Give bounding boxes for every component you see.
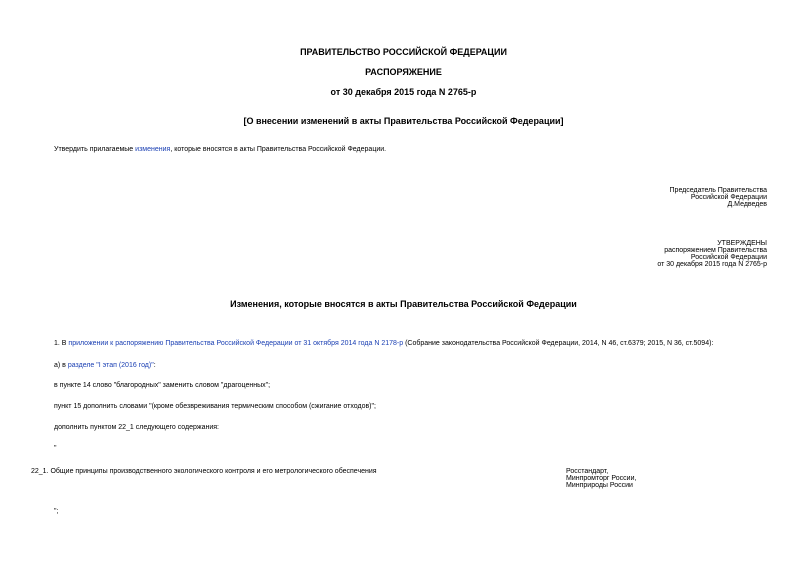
approval-line-3: Российской Федерации bbox=[690, 254, 767, 261]
document-date-number: от 30 декабря 2015 года N 2765-р bbox=[330, 87, 477, 97]
intro-paragraph bbox=[54, 146, 386, 153]
responsible-3: Минприроды России bbox=[566, 482, 633, 489]
signature-country: Российской Федерации bbox=[690, 194, 767, 201]
signature-name: Д.Медведев bbox=[727, 201, 767, 208]
item-1-prefix: 1. В bbox=[54, 340, 69, 347]
item-1-suffix: (Собрание законодательства Российской Федерации, 2014, N 46, ст.6379; 2015, N 36, ст.5094): bbox=[403, 340, 714, 347]
order-2178-link[interactable]: приложении к распоряжению Правительства Российской Федерации от 31 октября 2014 года N 2178-р bbox=[68, 340, 404, 347]
closing-quote: "; bbox=[54, 508, 59, 515]
responsible-2: Минпромторг России, bbox=[566, 475, 637, 482]
intro-text-before: Утвердить прилагаемые bbox=[54, 146, 136, 153]
section-stage-1-link[interactable]: разделе "I этап (2016 год)" bbox=[67, 362, 154, 369]
organization-title: ПРАВИТЕЛЬСТВО РОССИЙСКОЙ ФЕДЕРАЦИИ bbox=[300, 47, 507, 57]
approval-line-4: от 30 декабря 2015 года N 2765-р bbox=[657, 261, 767, 268]
document-type: РАСПОРЯЖЕНИЕ bbox=[365, 67, 442, 77]
signature-block bbox=[670, 187, 767, 208]
row-22-1-text: 22_1. Общие принципы производственного экологического контроля и его метрологического обеспечения bbox=[31, 468, 377, 475]
document-subject: [О внесении изменений в акты Правительства Российской Федерации] bbox=[243, 116, 564, 126]
sub-a-paragraph bbox=[54, 362, 156, 369]
row-22-1-responsible bbox=[566, 468, 636, 489]
paragraph-14: в пункте 14 слово "благородных" заменить словом "драгоценных"; bbox=[54, 382, 271, 389]
paragraph-22-intro: дополнить пунктом 22_1 следующего содержания: bbox=[54, 424, 220, 431]
responsible-1: Росстандарт, bbox=[566, 468, 609, 475]
approval-block bbox=[657, 240, 767, 268]
approval-line-1: УТВЕРЖДЕНЫ bbox=[717, 240, 767, 247]
opening-quote: " bbox=[54, 445, 57, 452]
sub-a-suffix: : bbox=[153, 362, 156, 369]
signature-position: Председатель Правительства bbox=[669, 187, 767, 194]
sub-a-prefix: а) в bbox=[54, 362, 68, 369]
changes-link[interactable]: изменения bbox=[135, 146, 171, 153]
approval-line-2: распоряжением Правительства bbox=[664, 247, 767, 254]
paragraph-15: пункт 15 дополнить словами "(кроме обезвреживания термическим способом (сжигание отходов)"; bbox=[54, 403, 376, 410]
item-1-paragraph bbox=[54, 340, 713, 347]
intro-text-after: , которые вносятся в акты Правительства Российской Федерации. bbox=[170, 146, 387, 153]
changes-title: Изменения, которые вносятся в акты Правительства Российской Федерации bbox=[230, 299, 577, 309]
